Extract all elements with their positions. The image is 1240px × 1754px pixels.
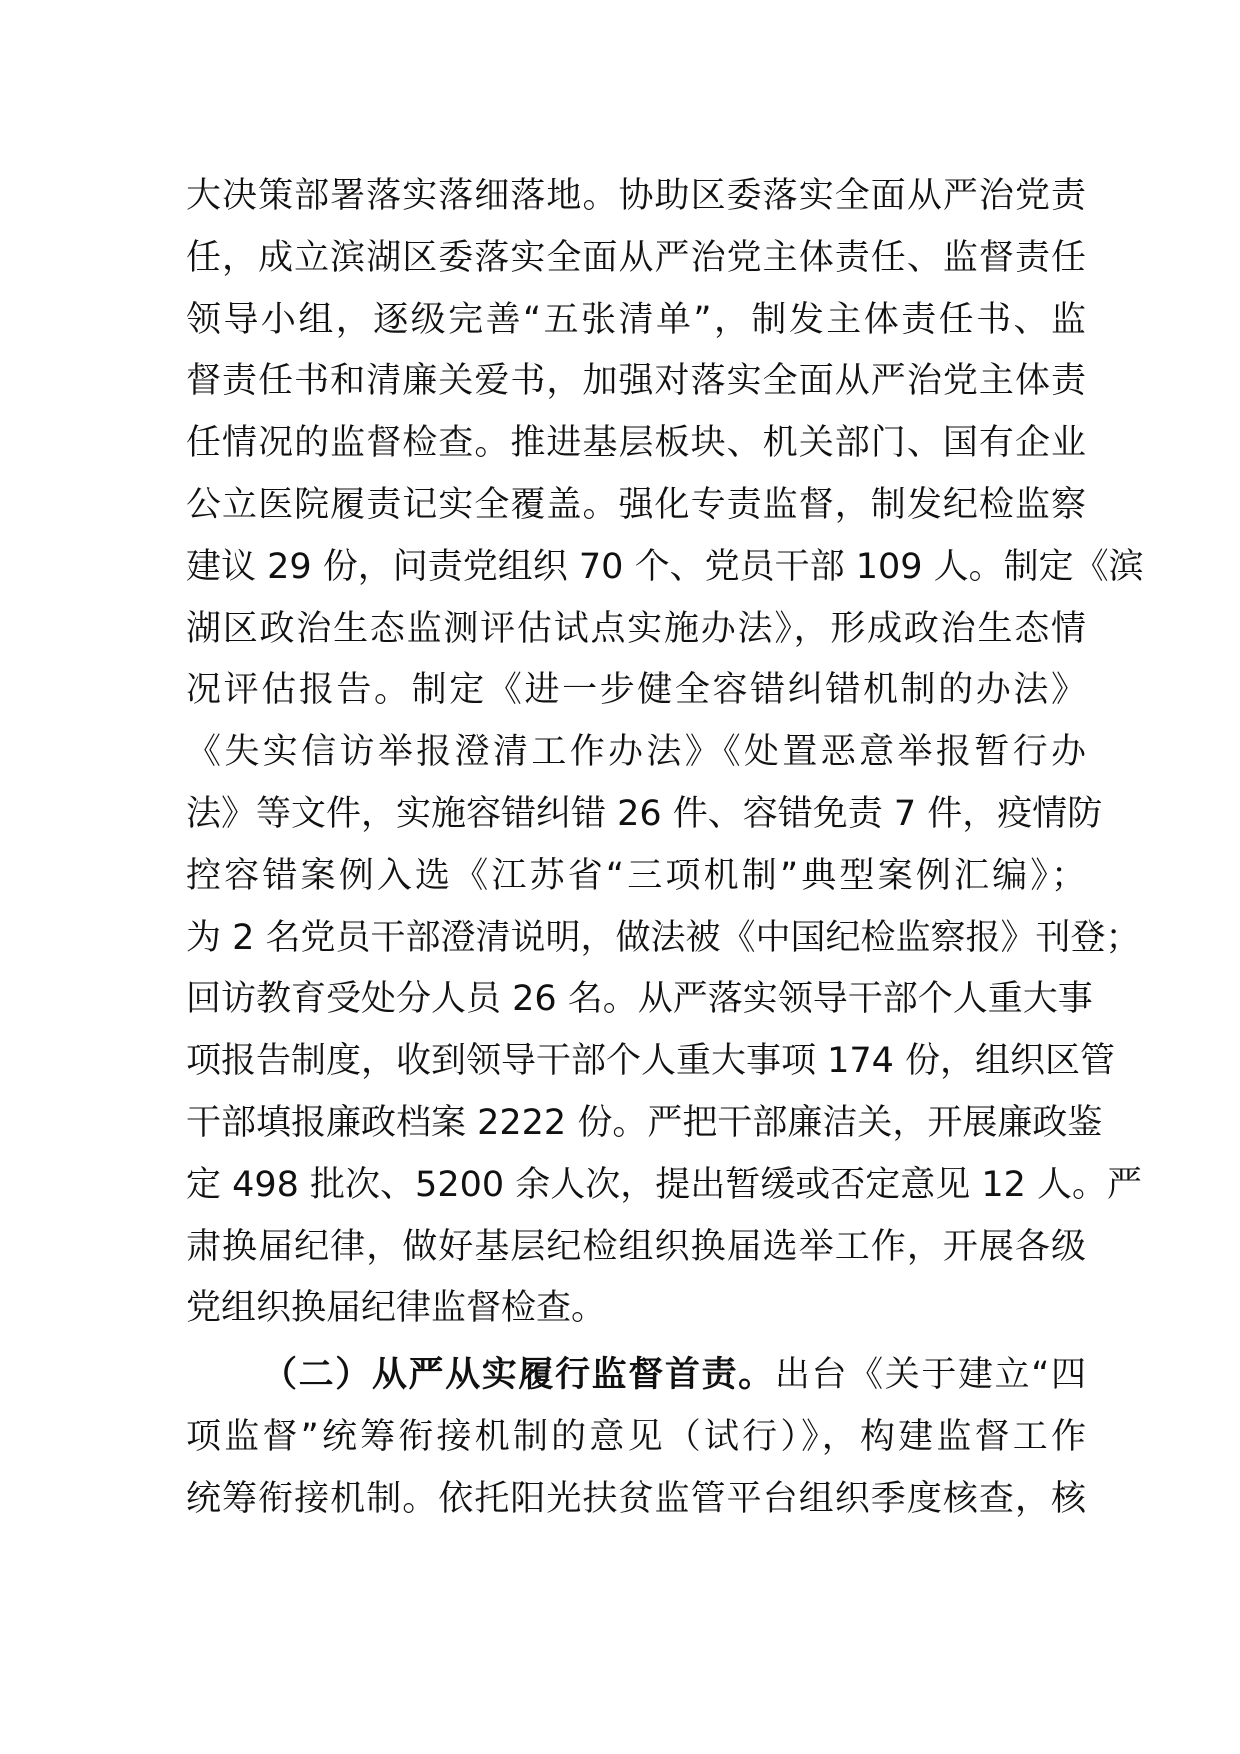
text-line: 建议 29 份，问责党组织 70 个、党员干部 109 人。制定《滨	[186, 546, 1144, 587]
text-line: 党组织换届纪律监督检查。	[186, 1288, 607, 1329]
text-line: 任，成立滨湖区委落实全面从严治党主体责任、监督责任	[186, 237, 1086, 278]
section-heading-continuation: 出台《关于建立“四	[774, 1355, 1086, 1396]
text-line: 法》等文件，实施容错纠错 26 件、容错免责 7 件，疫情防	[186, 793, 1103, 834]
text-line: 回访教育受处分人员 26 名。从严落实领导干部个人重大事	[186, 979, 1093, 1020]
text-line: 干部填报廉政档案 2222 份。严把干部廉洁关，开展廉政鉴	[186, 1102, 1103, 1143]
text-line: 《失实信访举报澄清工作办法》《处置恶意举报暂行办	[186, 732, 1086, 773]
text-line: 湖区政治生态监测评估试点实施办法》，形成政治生态情	[186, 608, 1086, 649]
text-line: 项监督”统筹衔接机制的意见（试行）》，构建监督工作	[186, 1416, 1086, 1457]
text-line-first	[186, 1345, 1086, 1407]
text-line: 领导小组，逐级完善“五张清单”，制发主体责任书、监	[186, 299, 1086, 340]
text-line: 项报告制度，收到领导干部个人重大事项 174 份，组织区管	[186, 1041, 1116, 1082]
text-line: 公立医院履责记实全覆盖。强化专责监督，制发纪检监察	[186, 484, 1086, 525]
text-line: 控容错案例入选《江苏省“三项机制”典型案例汇编》；	[186, 855, 1086, 896]
text-line: 肃换届纪律，做好基层纪检组织换届选举工作，开展各级	[186, 1226, 1086, 1267]
section-heading: （二）从严从实履行监督首责。	[262, 1355, 775, 1396]
text-line: 督责任书和清廉关爱书，加强对落实全面从严治党主体责	[186, 361, 1086, 402]
text-line: 任情况的监督检查。推进基层板块、机关部门、国有企业	[186, 423, 1086, 464]
text-line: 为 2 名党员干部澄清说明，做法被《中国纪检监察报》刊登；	[186, 917, 1141, 958]
text-line: 统筹衔接机制。依托阳光扶贫监管平台组织季度核查，核	[186, 1478, 1086, 1519]
document-body	[186, 166, 1144, 1531]
paragraph-1	[186, 166, 1144, 1340]
text-line: 定 498 批次、5200 余人次，提出暂缓或否定意见 12 人。严	[186, 1164, 1143, 1205]
paragraph-2	[186, 1345, 1086, 1530]
text-line: 况评估报告。制定《进一步健全容错纠错机制的办法》	[186, 670, 1086, 711]
text-line: 大决策部署落实落细落地。协助区委落实全面从严治党责	[186, 176, 1086, 216]
